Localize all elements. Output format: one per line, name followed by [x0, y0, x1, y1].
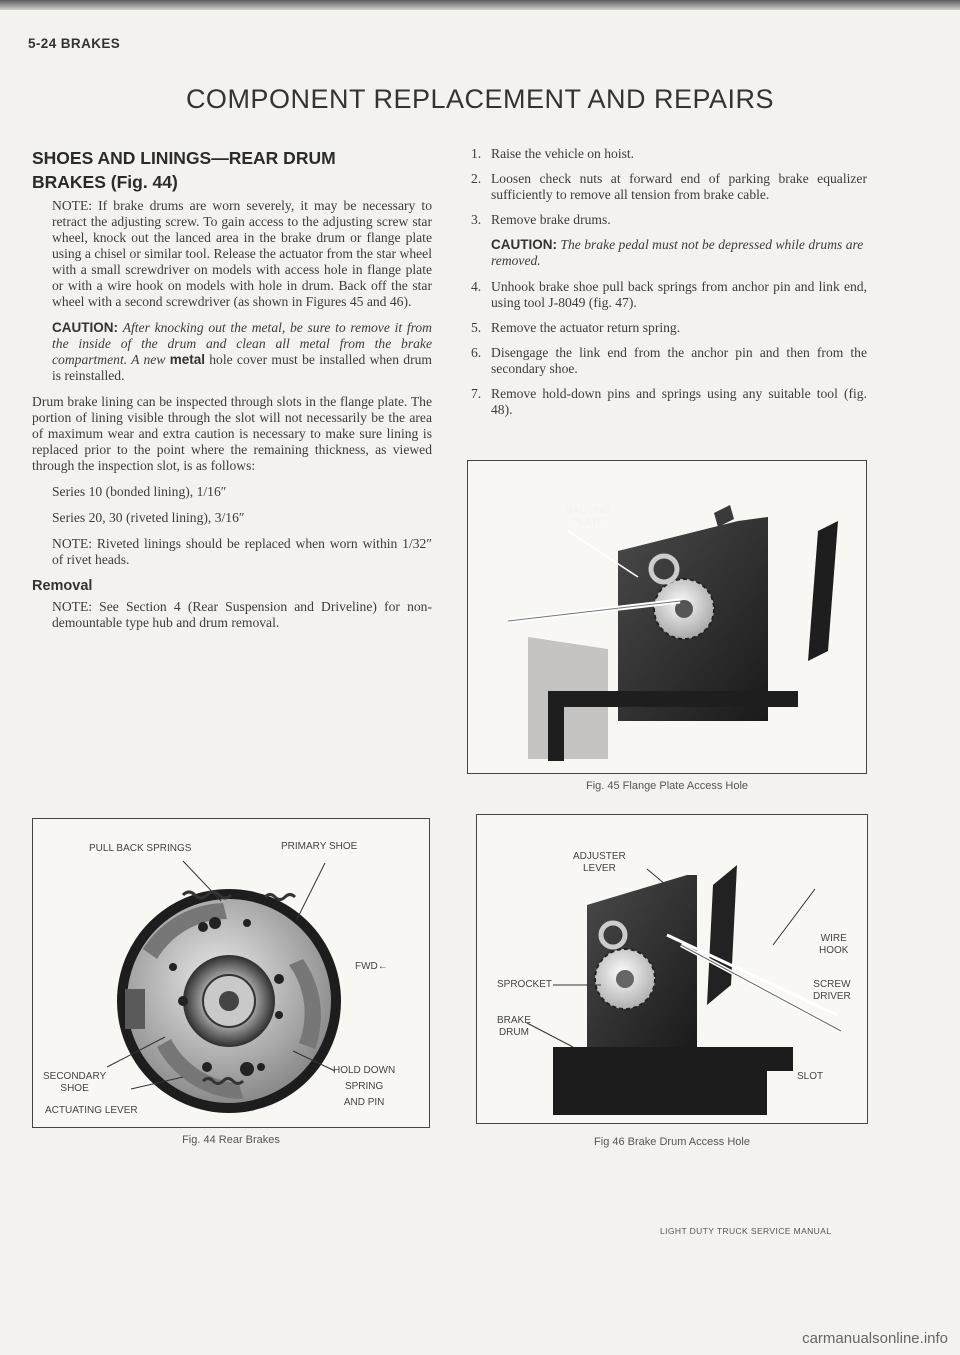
step-3: 3. Remove brake drums. [471, 212, 611, 227]
figure-44-caption: Fig. 44 Rear Brakes [182, 1134, 280, 1146]
label-actuating-lever: ACTUATING LEVER [45, 1105, 138, 1116]
label-sprocket: SPROCKET [497, 979, 553, 990]
label-hold-down: HOLD DOWN SPRING AND PIN [333, 1065, 396, 1108]
flange-plate-illustration [468, 461, 868, 775]
step-5: 5. Remove the actuator return spring. [471, 320, 681, 335]
removal-heading: Removal [32, 578, 93, 594]
series-10: Series 10 (bonded lining), 1/16″ [52, 484, 227, 499]
step-2: 2. Loosen check nuts at forward end of parking brake equalizer sufficiently to remove all tension from brake cable. [471, 171, 867, 202]
right-column [467, 146, 867, 427]
left-column [32, 146, 432, 631]
label-slot: SLOT [797, 1071, 824, 1082]
label-wire-hook: WIRE HOOK [819, 933, 849, 956]
footer: LIGHT DUTY TRUCK SERVICE MANUAL [660, 1226, 832, 1236]
page-header: 5-24 BRAKES [28, 36, 121, 51]
note-riveted: NOTE: Riveted linings should be replaced when worn within 1/32″ of rivet heads. [52, 536, 432, 567]
figure-44-rear-brakes [32, 818, 430, 1128]
lining-inspection-paragraph: Drum brake lining can be inspected through slots in the flange plate. The portion of lining visible through the slot will not necessarily be the area of maximum wear and extra caution is necessary to make sure lining is replaced prior to the point where the remaining thickness, as viewed through the inspection slot, is as follows: [32, 394, 432, 473]
label-brake-drum: BRAKE DRUM [497, 1015, 531, 1038]
note-star-wheel: NOTE: If brake drums are worn severely, it may be necessary to retract the adjusting screw. To gain access to the adjusting screw star wheel, knock out the lanced area in the brake drum or flange plate using a chisel or similar tool. Release the actuator from the star wheel with a small screwdriver on models with access hole in flange plate or with a wire hook on models with hole in drum. Back off the star wheel with a second screwdriver (as shown in Figures 45 and 46). [52, 198, 432, 309]
page-title: COMPONENT REPLACEMENT AND REPAIRS [185, 84, 775, 114]
label-pull-back-springs: PULL BACK SPRINGS [89, 843, 192, 854]
caution-metal: CAUTION: After knocking out the metal, be sure to remove it from the inside of the drum and clean all metal from the brake compartment. A new metal hole cover must be installed when drum is reinstalled. [52, 320, 432, 383]
figure-46-brake-drum [476, 814, 868, 1124]
note-section-4: NOTE: See Section 4 (Rear Suspension and Driveline) for non-demountable type hub and drum removal. [52, 599, 432, 630]
figure-45-caption: Fig. 45 Flange Plate Access Hole [585, 780, 749, 792]
series-20-30: Series 20, 30 (riveted lining), 3/16″ [52, 510, 245, 525]
step-6: 6. Disengage the link end from the anchor pin and then from the secondary shoe. [471, 345, 867, 376]
figure-45-flange-plate [467, 460, 867, 774]
label-fwd: FWD← [355, 961, 388, 972]
caution-pedal: CAUTION: The brake pedal must not be depressed while drums are removed. [491, 237, 864, 268]
step-4: 4. Unhook brake shoe pull back springs from anchor pin and link end, using tool J-8049 (fig. 47). [471, 279, 867, 310]
top-bar [0, 0, 960, 10]
watermark: carmanualsonline.info [802, 1330, 948, 1347]
label-primary-shoe: PRIMARY SHOE [281, 841, 358, 852]
label-secondary-shoe: SECONDARY SHOE [43, 1071, 107, 1094]
label-screw-driver: SCREW DRIVER [813, 979, 851, 1002]
label-adjuster-lever: ADJUSTER LEVER [573, 851, 626, 874]
arrow-left-icon: ← [377, 961, 388, 972]
label-backing-plate: BACKING PLATE [566, 505, 612, 528]
step-1: 1. Raise the vehicle on hoist. [471, 146, 635, 161]
section-heading: SHOES AND LININGS—REAR DRUM BRAKES (Fig. 44) [32, 148, 336, 192]
step-7: 7. Remove hold-down pins and springs using any suitable tool (fig. 48). [471, 386, 867, 417]
figure-46-caption: Fig 46 Brake Drum Access Hole [594, 1136, 750, 1148]
